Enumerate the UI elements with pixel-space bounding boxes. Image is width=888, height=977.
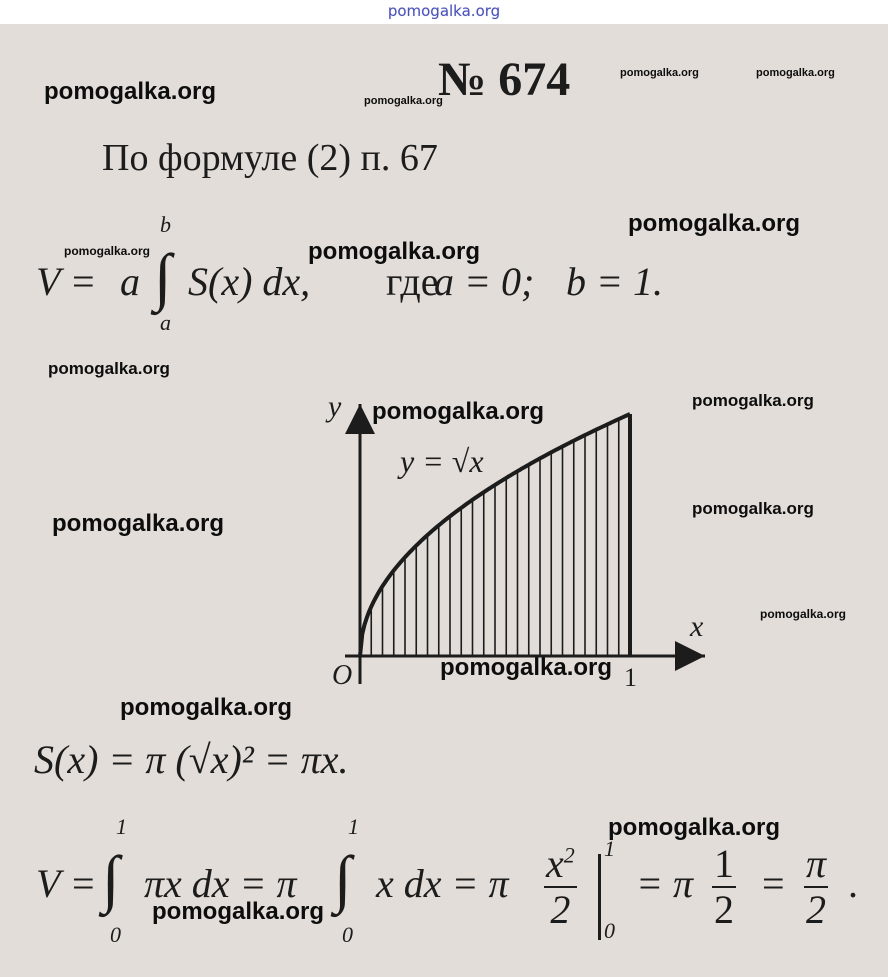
watermark: pomogalka.org: [120, 694, 293, 721]
formula1-eq: =: [72, 259, 95, 304]
watermark: pomogalka.org: [760, 607, 847, 621]
watermark: pomogalka.org: [692, 499, 814, 518]
curve-label: y = √x: [400, 443, 484, 479]
formula1-lhs: V: [36, 259, 61, 304]
watermark: pomogalka.org: [152, 898, 325, 925]
formula1-integrand: S(x) dx,: [188, 259, 311, 304]
x-tick-label: 1: [624, 663, 637, 692]
formula3-eq: =: [72, 861, 95, 906]
integral-sign-2: ∫: [334, 843, 352, 914]
integral-upper-limit: b: [160, 212, 171, 237]
int1-lower-limit: 0: [110, 922, 121, 947]
int2-upper-limit: 1: [348, 814, 359, 839]
area-formula: S(x) = π (√x)² = πx.: [34, 737, 349, 782]
textbook-page: [0, 24, 888, 977]
eval-upper-limit: 1: [604, 836, 615, 861]
int2-body: x dx = π: [376, 861, 509, 906]
problem-number: № 674: [438, 53, 571, 106]
int2-lower-limit: 0: [342, 922, 353, 947]
formula3-lhs: V: [36, 861, 61, 906]
site-header-link[interactable]: pomogalka.org: [387, 2, 501, 20]
watermark: pomogalka.org: [44, 78, 217, 105]
watermark: pomogalka.org: [620, 67, 699, 79]
watermark: pomogalka.org: [372, 398, 545, 425]
watermark: pomogalka.org: [756, 67, 835, 79]
watermark: pomogalka.org: [608, 814, 781, 841]
int1-upper-limit: 1: [116, 814, 127, 839]
sqrt-graph: [320, 394, 720, 694]
origin-label: O: [332, 660, 353, 691]
formula3-mid: = π: [636, 861, 694, 906]
int1-body: πx dx = π: [144, 861, 297, 906]
watermark: pomogalka.org: [364, 95, 443, 107]
formula3-end: .: [848, 861, 858, 906]
watermark: pomogalka.org: [64, 244, 151, 258]
watermark: pomogalka.org: [48, 359, 170, 378]
formula1-coef: a: [120, 259, 140, 304]
formula1-cond-a: a = 0;: [434, 259, 535, 304]
watermark: pomogalka.org: [440, 654, 613, 681]
intro-text: По формуле (2) п. 67: [102, 137, 438, 179]
watermark: pomogalka.org: [308, 238, 481, 265]
watermark: pomogalka.org: [692, 391, 814, 410]
frac-1-over-2: $\frac{1}{2}$: [714, 841, 734, 932]
formula1-where: где: [386, 259, 439, 304]
evaluation-bar: [598, 854, 601, 940]
frac-pi-over-2: $\frac{\pi}{2}$: [806, 841, 827, 932]
integral-lower-limit: a: [160, 310, 171, 335]
frac-x2-over-2: $\frac{x^2}{2}$: [546, 841, 575, 932]
watermark: pomogalka.org: [52, 510, 225, 537]
formula3-eq2: =: [762, 861, 785, 906]
eval-lower-limit: 0: [604, 918, 615, 943]
watermark: pomogalka.org: [628, 210, 801, 237]
site-header: [0, 0, 888, 24]
integral-sign-1: ∫: [102, 843, 120, 914]
y-axis-label: y: [328, 394, 342, 423]
integral-sign: ∫: [154, 241, 172, 312]
x-axis-label: x: [690, 610, 704, 643]
formula1-cond-b: b = 1.: [566, 259, 663, 304]
